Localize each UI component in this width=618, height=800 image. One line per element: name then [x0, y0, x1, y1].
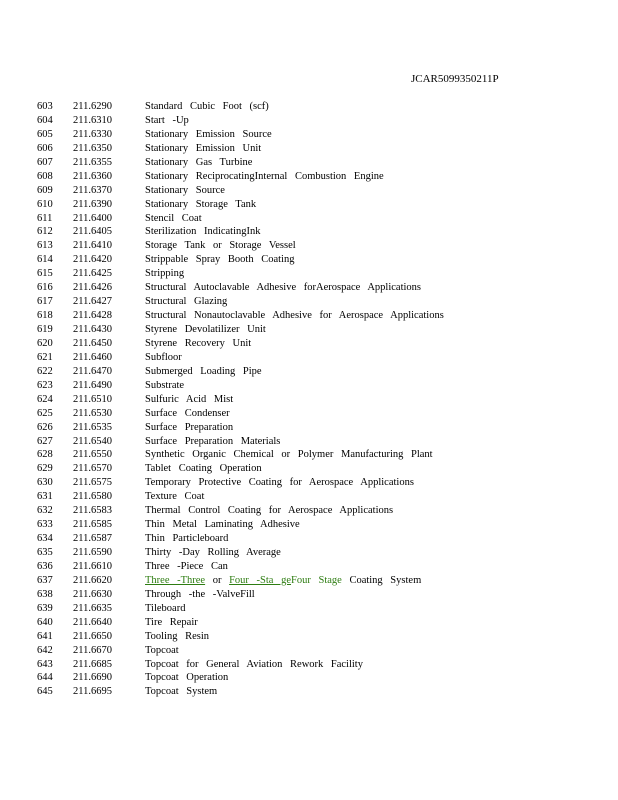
row-number: 640	[37, 616, 53, 628]
row-number: 638	[37, 588, 53, 600]
table-row	[0, 225, 618, 239]
table-row	[0, 421, 618, 435]
row-number: 631	[37, 491, 53, 503]
section-number: 211.6690	[73, 672, 112, 684]
term-text: Sterilization IndicatingInk	[145, 226, 261, 238]
row-number: 623	[37, 379, 53, 391]
table-row	[0, 462, 618, 476]
table-row	[0, 602, 618, 616]
row-number: 632	[37, 505, 53, 517]
term-text: Synthetic Organic Chemical or Polymer Manufacturing Plant	[145, 449, 433, 461]
section-number: 211.6587	[73, 533, 112, 545]
term-text: Substrate	[145, 379, 185, 391]
table-row	[0, 239, 618, 253]
term-text: Texture Coat	[145, 491, 205, 503]
table-row	[0, 658, 618, 672]
section-number: 211.6585	[73, 519, 112, 531]
row-number: 637	[37, 574, 53, 586]
term-text: Three -Piece Can	[145, 560, 228, 572]
table-row	[0, 504, 618, 518]
row-number: 629	[37, 463, 53, 475]
section-number: 211.6580	[73, 491, 112, 503]
term-text: Strippable Spray Booth Coating	[145, 254, 295, 266]
row-number: 618	[37, 310, 53, 322]
section-number: 211.6460	[73, 351, 112, 363]
row-number: 630	[37, 477, 53, 489]
term-text: Surface Preparation Materials	[145, 435, 281, 447]
row-number: 610	[37, 198, 53, 210]
section-number: 211.6575	[73, 477, 112, 489]
section-number: 211.6640	[73, 616, 112, 628]
section-number: 211.6310	[73, 114, 112, 126]
table-row	[0, 281, 618, 295]
term-text: Tire Repair	[145, 616, 198, 628]
row-number: 617	[37, 296, 53, 308]
table-row	[0, 309, 618, 323]
row-number: 626	[37, 421, 53, 433]
inserted-text: Four Stage	[291, 574, 342, 586]
table-row	[0, 100, 618, 114]
table-row	[0, 476, 618, 490]
table-row	[0, 644, 618, 658]
row-number: 625	[37, 407, 53, 419]
term-text: Topcoat System	[145, 686, 218, 698]
row-number: 613	[37, 240, 53, 252]
section-number: 211.6535	[73, 421, 112, 433]
table-row	[0, 435, 618, 449]
table-row	[0, 574, 618, 588]
term-text: Stripping	[145, 268, 185, 280]
row-number: 636	[37, 560, 53, 572]
term-text: Thin Particleboard	[145, 533, 229, 545]
term-connector: or	[205, 574, 230, 586]
table-row	[0, 560, 618, 574]
section-number: 211.6550	[73, 449, 112, 461]
inserted-text: Three -Three	[145, 574, 206, 586]
section-number: 211.6685	[73, 658, 112, 670]
section-number: 211.6410	[73, 240, 112, 252]
term-text: Temporary Protective Coating for Aerospace Applications	[145, 477, 414, 489]
row-number: 644	[37, 672, 53, 684]
table-row	[0, 588, 618, 602]
section-number: 211.6405	[73, 226, 112, 238]
table-row	[0, 295, 618, 309]
row-number: 634	[37, 533, 53, 545]
term-text: Topcoat for General Aviation Rework Facility	[145, 658, 363, 670]
row-number: 633	[37, 519, 53, 531]
table-row	[0, 267, 618, 281]
inserted-text: Four -Sta ge	[229, 574, 292, 586]
section-number: 211.6420	[73, 254, 112, 266]
table-row	[0, 393, 618, 407]
row-number: 616	[37, 282, 53, 294]
row-number: 604	[37, 114, 53, 126]
section-number: 211.6570	[73, 463, 112, 475]
term-text: Structural Autoclavable Adhesive forAerospace Applications	[145, 282, 422, 294]
term-text: Styrene Recovery Unit	[145, 337, 252, 349]
table-row	[0, 518, 618, 532]
row-number: 627	[37, 435, 53, 447]
term-text: Tooling Resin	[145, 630, 210, 642]
table-row	[0, 212, 618, 226]
term-text: Surface Condenser	[145, 407, 230, 419]
term-text: Styrene Devolatilizer Unit	[145, 324, 266, 335]
table-row	[0, 323, 618, 337]
table-row	[0, 351, 618, 365]
row-number: 622	[37, 365, 53, 377]
row-number: 624	[37, 393, 53, 405]
row-number: 639	[37, 602, 53, 614]
section-number: 211.6370	[73, 184, 112, 196]
section-number: 211.6620	[73, 574, 112, 586]
table-row	[0, 407, 618, 421]
term-text: Thirty -Day Rolling Average	[145, 547, 281, 558]
table-row	[0, 379, 618, 393]
term-text: Stencil Coat	[145, 212, 202, 224]
row-number: 606	[37, 142, 53, 154]
row-number: 641	[37, 630, 53, 642]
term-text: Through -the -ValveFill	[145, 588, 255, 600]
section-number: 211.6290	[73, 101, 112, 112]
row-number: 643	[37, 658, 53, 670]
table-row	[0, 685, 618, 699]
table-row	[0, 630, 618, 644]
term-text: Stationary Gas Turbine	[145, 156, 253, 168]
table-row	[0, 253, 618, 267]
term-text: Standard Cubic Foot (scf)	[145, 101, 269, 112]
section-number: 211.6390	[73, 198, 112, 210]
row-number: 608	[37, 170, 53, 182]
table-row	[0, 142, 618, 156]
table-row	[0, 365, 618, 379]
row-number: 620	[37, 337, 53, 349]
term-text: Stationary Source	[145, 184, 225, 196]
section-number: 211.6650	[73, 630, 112, 642]
table-row	[0, 616, 618, 630]
table-row	[0, 546, 618, 560]
table-row	[0, 532, 618, 546]
term-text: Surface Preparation	[145, 421, 234, 433]
row-number: 605	[37, 128, 53, 140]
section-number: 211.6540	[73, 435, 112, 447]
row-number: 609	[37, 184, 53, 196]
row-number: 621	[37, 351, 53, 363]
term-text: Submerged Loading Pipe	[145, 365, 262, 377]
term-text: Tileboard	[145, 602, 186, 614]
term-text: Stationary ReciprocatingInternal Combustion Engine	[145, 170, 384, 182]
row-number: 615	[37, 268, 53, 280]
section-number: 211.6470	[73, 365, 112, 377]
table-row	[0, 128, 618, 142]
section-number: 211.6330	[73, 128, 112, 140]
row-number: 645	[37, 686, 53, 698]
term-remainder: Coating System	[341, 574, 422, 586]
term-text	[145, 574, 421, 588]
term-text: Structural Glazing	[145, 296, 228, 308]
section-number: 211.6695	[73, 686, 112, 698]
section-number: 211.6490	[73, 379, 112, 391]
term-text: Storage Tank or Storage Vessel	[145, 240, 296, 252]
table-row	[0, 337, 618, 351]
term-text: Structural Nonautoclavable Adhesive for Aerospace Applications	[145, 310, 444, 322]
table-row	[0, 114, 618, 128]
table-row	[0, 448, 618, 462]
row-number: 619	[37, 324, 53, 335]
term-text: Topcoat	[145, 644, 179, 656]
term-text: Sulfuric Acid Mist	[145, 393, 234, 405]
term-text: Topcoat Operation	[145, 672, 229, 684]
section-number: 211.6430	[73, 324, 112, 335]
row-number: 614	[37, 254, 53, 266]
section-number: 211.6428	[73, 310, 112, 322]
section-number: 211.6355	[73, 156, 112, 168]
term-text: Start -Up	[145, 114, 189, 126]
row-number: 603	[37, 101, 53, 112]
section-number: 211.6400	[73, 212, 112, 224]
section-number: 211.6590	[73, 547, 112, 558]
definitions-table	[0, 100, 618, 699]
term-text: Stationary Storage Tank	[145, 198, 257, 210]
term-text: Tablet Coating Operation	[145, 463, 262, 475]
document-id: JCAR5099350211P	[411, 73, 499, 85]
term-text: Stationary Emission Unit	[145, 142, 262, 154]
row-number: 611	[37, 212, 53, 224]
section-number: 211.6450	[73, 337, 112, 349]
section-number: 211.6427	[73, 296, 112, 308]
row-number: 642	[37, 644, 53, 656]
term-text: Subfloor	[145, 351, 182, 363]
section-number: 211.6360	[73, 170, 112, 182]
section-number: 211.6583	[73, 505, 112, 517]
section-number: 211.6630	[73, 588, 112, 600]
section-number: 211.6610	[73, 560, 112, 572]
table-row	[0, 490, 618, 504]
table-row	[0, 184, 618, 198]
section-number: 211.6426	[73, 282, 112, 294]
section-number: 211.6425	[73, 268, 112, 280]
table-row	[0, 156, 618, 170]
table-row	[0, 170, 618, 184]
row-number: 635	[37, 547, 53, 558]
section-number: 211.6530	[73, 407, 112, 419]
table-row	[0, 671, 618, 685]
term-text: Thin Metal Laminating Adhesive	[145, 519, 300, 531]
term-text: Thermal Control Coating for Aerospace Applications	[145, 505, 394, 517]
table-row	[0, 198, 618, 212]
row-number: 607	[37, 156, 53, 168]
row-number: 628	[37, 449, 53, 461]
term-text: Stationary Emission Source	[145, 128, 272, 140]
row-number: 612	[37, 226, 53, 238]
section-number: 211.6510	[73, 393, 112, 405]
section-number: 211.6670	[73, 644, 112, 656]
section-number: 211.6635	[73, 602, 112, 614]
section-number: 211.6350	[73, 142, 112, 154]
